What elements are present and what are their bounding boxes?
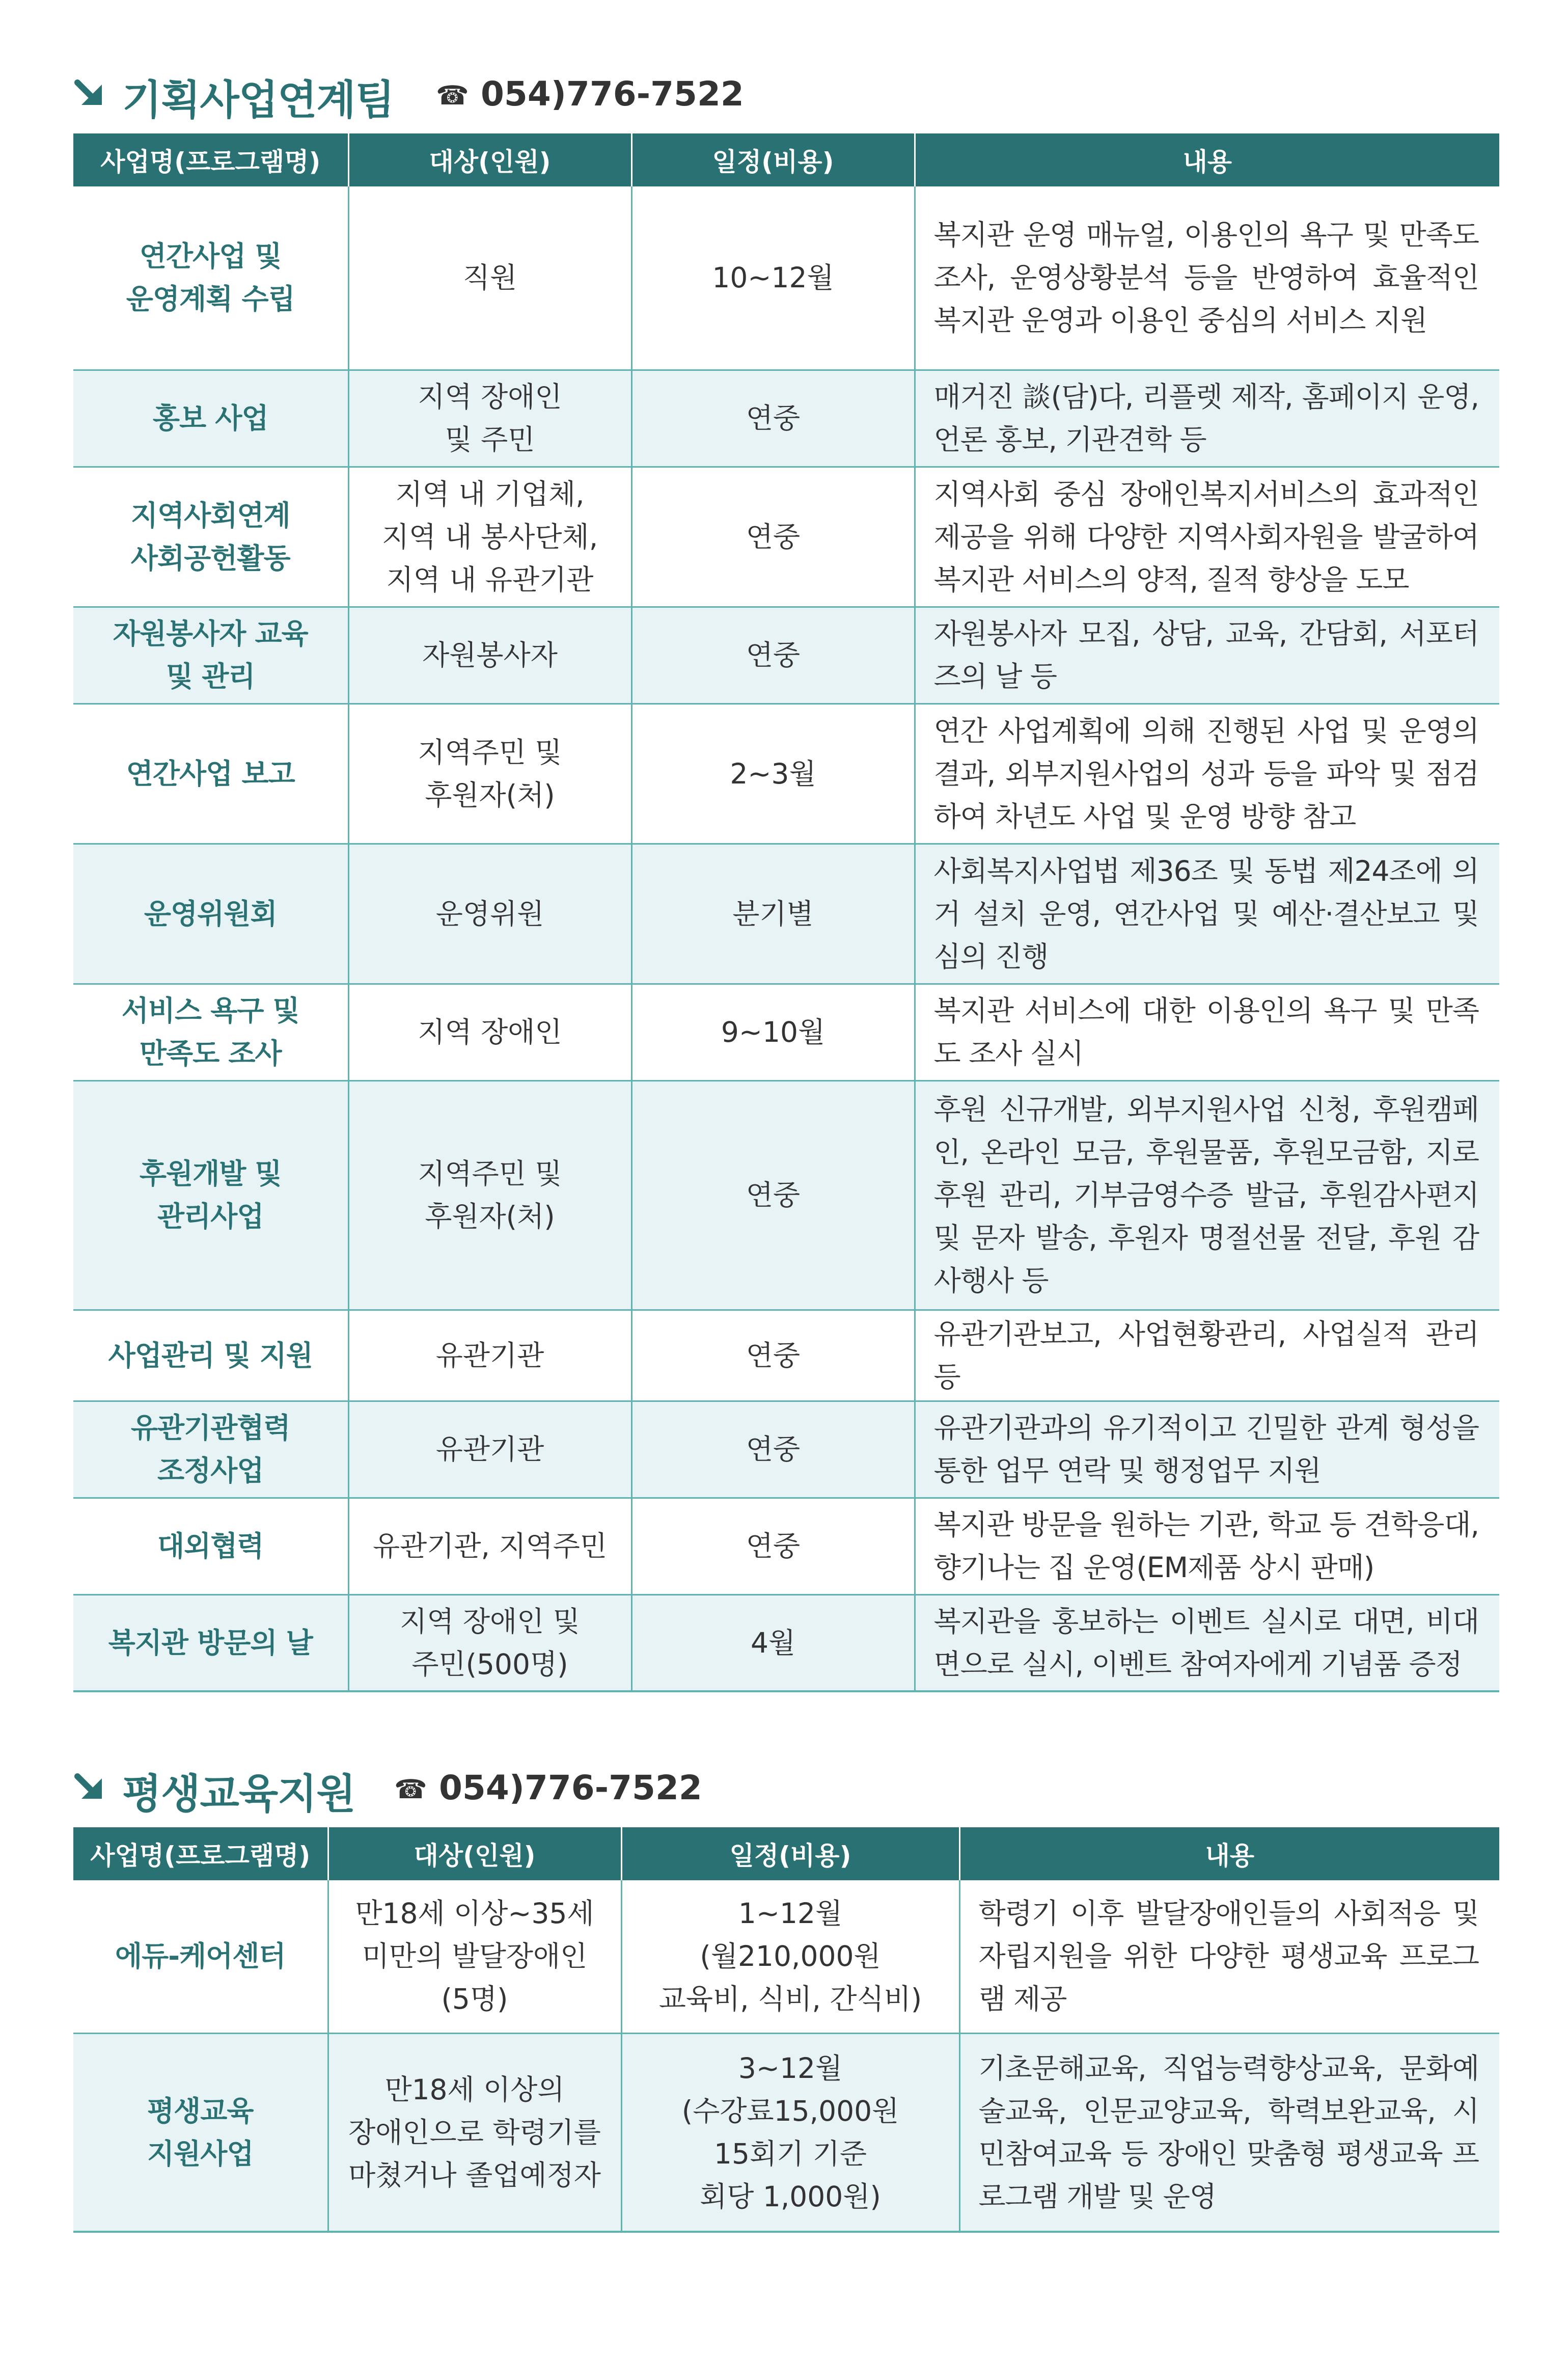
schedule-cell-text: 4월	[750, 1626, 796, 1659]
schedule-cell	[631, 1498, 915, 1594]
schedule-cell	[631, 467, 915, 607]
header-program: 사업명(프로그램명)	[73, 1827, 328, 1880]
target-cell-text: 자원봉사자	[422, 639, 558, 671]
target-cell-text: 운영위원	[435, 897, 544, 930]
content-cell-text: 자원봉사자 모집, 상담, 교육, 간담회, 서포터즈의 날 등	[933, 617, 1479, 693]
target-cell	[348, 370, 631, 467]
table-header-row	[73, 133, 1499, 186]
program-name-cell	[73, 1880, 328, 2033]
content-cell	[915, 1594, 1499, 1691]
header-content: 내용	[915, 133, 1499, 186]
content-cell-text: 복지관을 홍보하는 이벤트 실시로 대면, 비대면으로 실시, 이벤트 참여자에게 기념품 증정	[933, 1605, 1479, 1681]
schedule-cell-text: 연중	[746, 1179, 801, 1211]
schedule-cell-text: 1~12월 (월210,000원 교육비, 식비, 간식비)	[658, 1897, 922, 2016]
target-cell	[348, 984, 631, 1080]
arrow-down-right-icon	[73, 1770, 106, 1803]
content-cell-text: 지역사회 중심 장애인복지서비스의 효과적인 제공을 위해 다양한 지역사회자원을 발굴하여 복지관 서비스의 양적, 질적 향상을 도모	[933, 477, 1479, 596]
section-heading	[73, 1760, 1499, 1821]
header-program: 사업명(프로그램명)	[73, 133, 348, 186]
program-name-cell-text: 자원봉사자 교육 및 관리	[113, 617, 308, 693]
content-cell-text: 사회복지사업법 제36조 및 동법 제24조에 의거 설치 운영, 연간사업 및 예산·결산보고 및 심의 진행	[933, 854, 1479, 973]
section-title: 기획사업연계팀	[122, 76, 394, 124]
schedule-cell-text: 연중	[746, 520, 801, 553]
section-planning-team	[73, 66, 1499, 1692]
target-cell	[348, 844, 631, 984]
schedule-cell-text: 연중	[746, 402, 801, 435]
program-name-cell-text: 유관기관협력 조정사업	[130, 1412, 290, 1487]
content-cell	[915, 984, 1499, 1080]
section-heading	[73, 66, 1499, 127]
schedule-cell	[631, 1594, 915, 1691]
table-row	[73, 1594, 1499, 1691]
schedule-cell-text: 연중	[746, 1433, 801, 1466]
content-cell-text: 학령기 이후 발달장애인들의 사회적응 및 자립지원을 위한 다양한 평생교육 프로그램 제공	[978, 1897, 1479, 2016]
content-cell	[915, 844, 1499, 984]
section-lifelong-education	[73, 1760, 1499, 2233]
telephone-icon: ☎	[394, 1774, 427, 1805]
target-cell	[328, 1880, 621, 2033]
schedule-cell	[631, 844, 915, 984]
program-name-cell-text: 연간사업 보고	[126, 757, 295, 790]
table-row	[73, 1880, 1499, 2033]
arrow-down-right-icon	[73, 76, 106, 109]
schedule-cell-text: 연중	[746, 639, 801, 671]
content-cell	[915, 467, 1499, 607]
target-cell	[348, 186, 631, 370]
target-cell-text: 지역주민 및 후원자(처)	[418, 1157, 562, 1233]
program-name-cell-text: 평생교육 지원사업	[147, 2094, 254, 2170]
table-row	[73, 844, 1499, 984]
content-cell	[915, 704, 1499, 844]
target-cell-text: 지역 내 기업체, 지역 내 봉사단체, 지역 내 유관기관	[381, 477, 598, 596]
schedule-cell	[631, 1080, 915, 1310]
content-cell	[915, 607, 1499, 704]
target-cell-text: 지역 장애인 및 주민(500명)	[400, 1605, 580, 1681]
program-name-cell-text: 운영위원회	[144, 897, 277, 930]
schedule-cell	[631, 607, 915, 704]
schedule-cell-text: 연중	[746, 1339, 801, 1372]
table-row	[73, 984, 1499, 1080]
program-name-cell	[73, 186, 348, 370]
target-cell-text: 지역 장애인	[418, 1016, 562, 1048]
target-cell	[348, 467, 631, 607]
target-cell	[348, 1080, 631, 1310]
program-name-cell	[73, 1594, 348, 1691]
table-row	[73, 1310, 1499, 1401]
target-cell-text: 유관기관	[435, 1339, 544, 1372]
header-target: 대상(인원)	[348, 133, 631, 186]
planning-table	[73, 133, 1499, 1692]
phone-number: 054)776-7522	[481, 74, 744, 114]
telephone-icon: ☎	[436, 80, 469, 111]
table-row	[73, 2033, 1499, 2232]
target-cell-text: 만18세 이상의 장애인으로 학령기를 마쳤거나 졸업예정자	[348, 2073, 601, 2192]
program-name-cell-text: 지역사회연계 사회공헌활동	[130, 499, 290, 575]
content-cell-text: 복지관 방문을 원하는 기관, 학교 등 견학응대, 향기나는 집 운영(EM제품 상시 판매)	[933, 1508, 1479, 1584]
program-name-cell	[73, 370, 348, 467]
program-name-cell-text: 서비스 욕구 및 만족도 조사	[121, 994, 299, 1070]
content-cell	[915, 1401, 1499, 1498]
schedule-cell	[631, 370, 915, 467]
program-name-cell-text: 대외협력	[157, 1530, 264, 1562]
content-cell-text: 복지관 서비스에 대한 이용인의 욕구 및 만족도 조사 실시	[933, 994, 1479, 1070]
phone-number: 054)776-7522	[439, 1768, 702, 1807]
schedule-cell-text: 연중	[746, 1530, 801, 1562]
schedule-cell	[621, 2033, 959, 2232]
program-name-cell-text: 후원개발 및 관리사업	[139, 1157, 282, 1233]
table-row	[73, 607, 1499, 704]
content-cell	[915, 1498, 1499, 1594]
target-cell	[328, 2033, 621, 2232]
content-cell	[915, 370, 1499, 467]
table-row	[73, 370, 1499, 467]
schedule-cell-text: 9~10월	[721, 1016, 826, 1048]
target-cell	[348, 1594, 631, 1691]
program-name-cell	[73, 467, 348, 607]
program-name-cell	[73, 1498, 348, 1594]
content-cell-text: 매거진 談(담)다, 리플렛 제작, 홈페이지 운영, 언론 홍보, 기관견학 등	[933, 381, 1479, 456]
program-name-cell	[73, 984, 348, 1080]
program-name-cell-text: 복지관 방문의 날	[108, 1626, 313, 1659]
table-row	[73, 1401, 1499, 1498]
header-schedule: 일정(비용)	[621, 1827, 959, 1880]
content-cell	[959, 1880, 1499, 2033]
program-name-cell	[73, 844, 348, 984]
program-name-cell-text: 홍보 사업	[152, 402, 268, 435]
content-cell	[915, 1310, 1499, 1401]
table-row	[73, 1080, 1499, 1310]
education-table	[73, 1827, 1499, 2233]
table-row	[73, 704, 1499, 844]
content-cell-text: 후원 신규개발, 외부지원사업 신청, 후원캠페인, 온라인 모금, 후원물품, 후원모금함, 지로후원 관리, 기부금영수증 발급, 후원감사편지 및 문자 발송, 후원자 명절선물 전달, 후원 감사행사 등	[933, 1093, 1479, 1297]
target-cell	[348, 1498, 631, 1594]
table-row	[73, 1498, 1499, 1594]
schedule-cell-text: 10~12월	[712, 261, 834, 294]
content-cell-text: 유관기관과의 유기적이고 긴밀한 관계 형성을 통한 업무 연락 및 행정업무 지원	[933, 1412, 1479, 1487]
target-cell-text: 만18세 이상~35세 미만의 발달장애인 (5명)	[355, 1897, 594, 2016]
program-name-cell	[73, 704, 348, 844]
schedule-cell-text: 2~3월	[730, 757, 816, 790]
target-cell-text: 유관기관	[435, 1433, 544, 1466]
target-cell	[348, 1310, 631, 1401]
program-name-cell	[73, 607, 348, 704]
header-schedule: 일정(비용)	[631, 133, 915, 186]
schedule-cell	[631, 1310, 915, 1401]
schedule-cell-text: 3~12월 (수강료15,000원 15회기 기준 회당 1,000원)	[681, 2051, 899, 2213]
target-cell	[348, 607, 631, 704]
target-cell-text: 지역 장애인 및 주민	[418, 381, 562, 456]
program-name-cell	[73, 2033, 328, 2232]
schedule-cell	[621, 1880, 959, 2033]
schedule-cell	[631, 186, 915, 370]
schedule-cell	[631, 984, 915, 1080]
content-cell	[959, 2033, 1499, 2232]
program-name-cell	[73, 1080, 348, 1310]
table-row	[73, 467, 1499, 607]
table-header-row	[73, 1827, 1499, 1880]
content-cell	[915, 186, 1499, 370]
program-name-cell-text: 연간사업 및 운영계획 수립	[126, 240, 295, 316]
table-row	[73, 186, 1499, 370]
target-cell-text: 유관기관, 지역주민	[372, 1530, 607, 1562]
program-name-cell	[73, 1310, 348, 1401]
content-cell-text: 연간 사업계획에 의해 진행된 사업 및 운영의 결과, 외부지원사업의 성과 등을 파악 및 점검하여 차년도 사업 및 운영 방향 참고	[933, 714, 1479, 833]
content-cell-text: 기초문해교육, 직업능력향상교육, 문화예술교육, 인문교양교육, 학력보완교육, 시민참여교육 등 장애인 맞춤형 평생교육 프로그램 개발 및 운영	[978, 2051, 1479, 2213]
header-target: 대상(인원)	[328, 1827, 621, 1880]
target-cell-text: 직원	[462, 261, 517, 294]
schedule-cell	[631, 704, 915, 844]
schedule-cell-text: 분기별	[732, 897, 814, 930]
target-cell	[348, 704, 631, 844]
content-cell-text: 유관기관보고, 사업현황관리, 사업실적 관리 등	[933, 1317, 1479, 1393]
target-cell-text: 지역주민 및 후원자(처)	[418, 736, 562, 812]
program-name-cell-text: 에듀-케어센터	[115, 1940, 286, 1973]
schedule-cell	[631, 1401, 915, 1498]
content-cell-text: 복지관 운영 매뉴얼, 이용인의 욕구 및 만족도 조사, 운영상황분석 등을 반영하여 효율적인 복지관 운영과 이용인 중심의 서비스 지원	[933, 219, 1479, 337]
target-cell	[348, 1401, 631, 1498]
header-content: 내용	[959, 1827, 1499, 1880]
content-cell	[915, 1080, 1499, 1310]
program-name-cell-text: 사업관리 및 지원	[108, 1339, 313, 1372]
program-name-cell	[73, 1401, 348, 1498]
section-title: 평생교육지원	[122, 1770, 355, 1818]
